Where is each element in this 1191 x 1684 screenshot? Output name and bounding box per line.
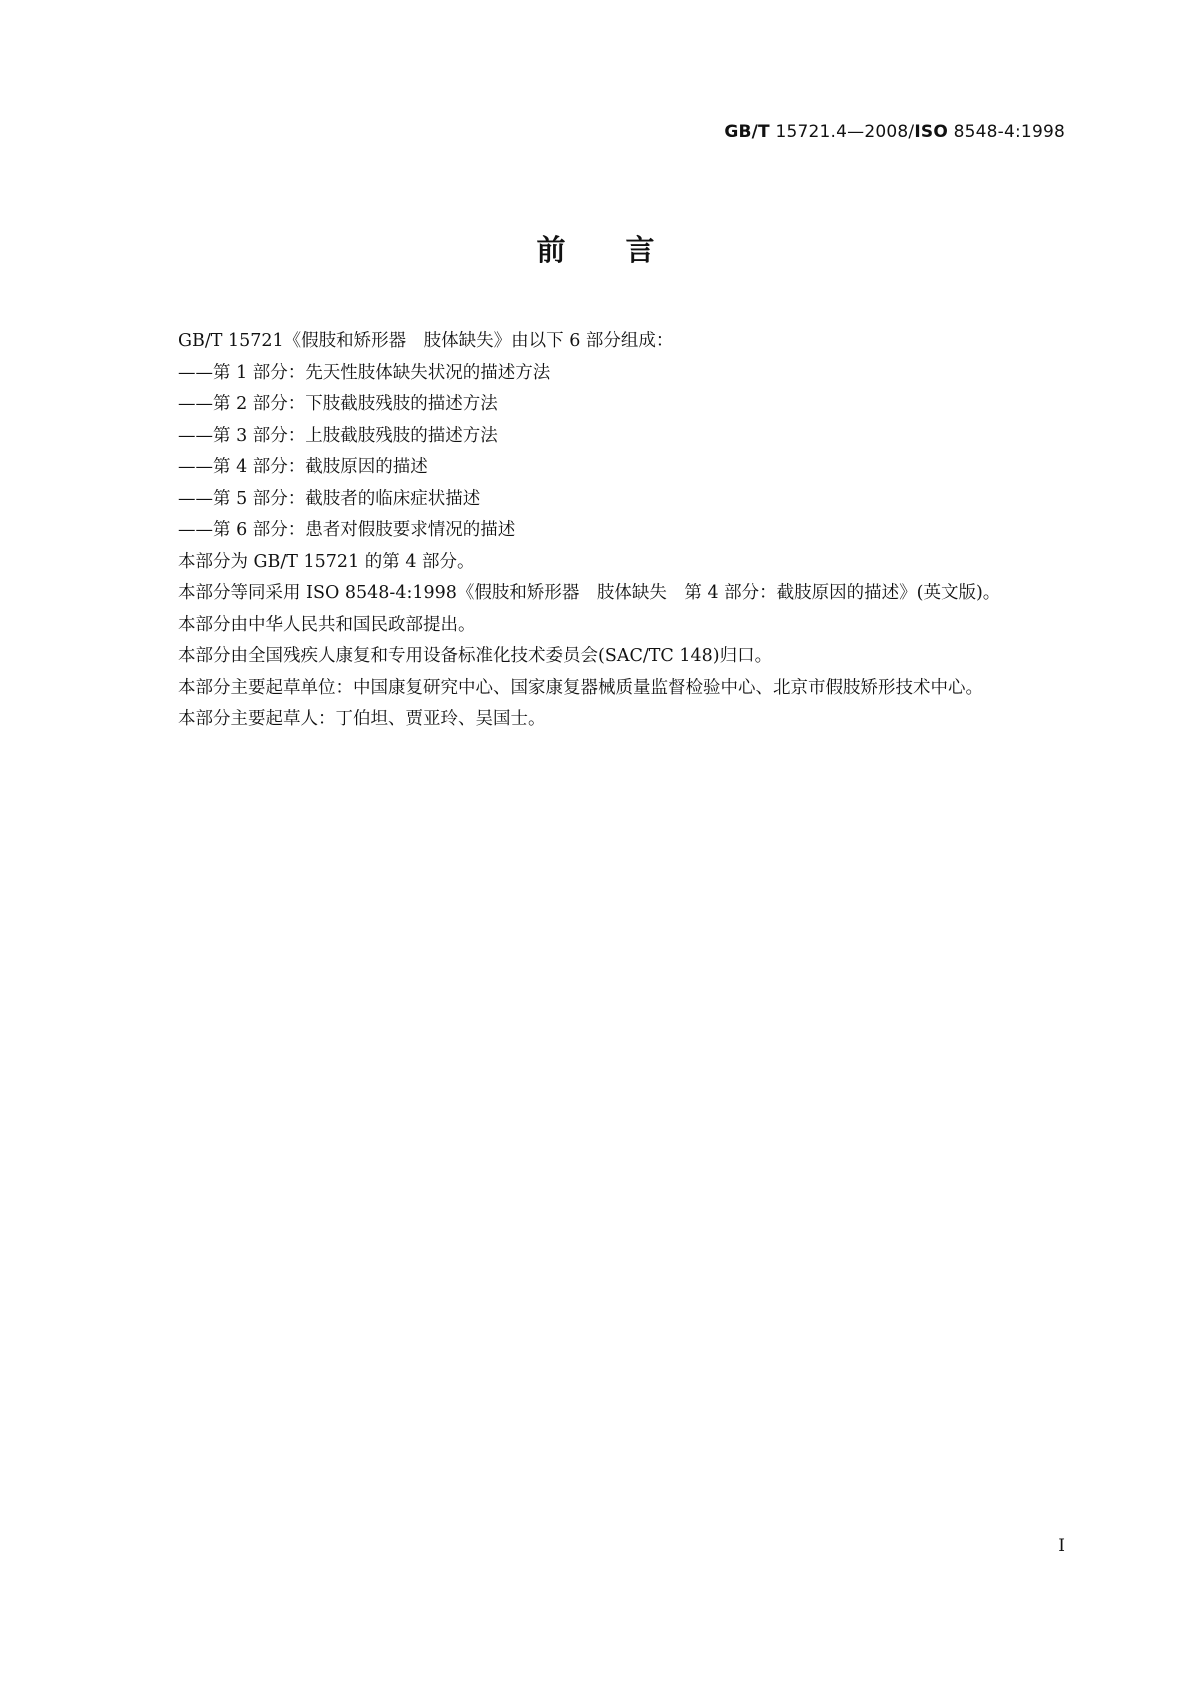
list-item-part-4: ——第 4 部分：截肢原因的描述: [178, 457, 428, 477]
list-item-part-2: ——第 2 部分：下肢截肢残肢的描述方法: [178, 394, 498, 414]
iso-code: 8548-4:1998: [953, 122, 1065, 142]
list-item-part-1: ——第 1 部分：先天性肢体缺失状况的描述方法: [178, 362, 551, 383]
list-item-part-3: ——第 3 部分：上肢截肢残肢的描述方法: [178, 425, 498, 446]
list-item-part-5: ——第 5 部分：截肢者的临床症状描述: [178, 488, 481, 509]
paragraph-committee: 本部分由全国残疾人康复和专用设备标准化技术委员会(SAC/TC 148)归口。: [178, 646, 773, 666]
list-item-part-6: ——第 6 部分：患者对假肢要求情况的描述: [178, 520, 516, 540]
standard-prefix: GB/T: [724, 122, 770, 142]
paragraph-drafters: 本部分主要起草人：丁伯坦、贾亚玲、吴国士。: [178, 709, 546, 729]
standard-code: 15721.4—2008/: [775, 122, 915, 142]
foreword-body: [134, 326, 1064, 736]
iso-prefix: ISO: [914, 122, 948, 142]
paragraph-part-statement: 本部分为 GB/T 15721 的第 4 部分。: [178, 551, 475, 572]
document-code-header: [724, 122, 1065, 142]
page-title: 前言: [536, 233, 715, 267]
paragraph-intro: GB/T 15721《假肢和矫形器 肢体缺失》由以下 6 部分组成：: [178, 331, 674, 351]
page-number: I: [1058, 1536, 1065, 1556]
paragraph-adoption: 本部分等同采用 ISO 8548-4:1998《假肢和矫形器 肢体缺失 第 4 部分：截肢原因的描述》(英文版)。: [178, 583, 1001, 603]
paragraph-proposer: 本部分由中华人民共和国民政部提出。: [178, 614, 476, 635]
paragraph-drafting-units: 本部分主要起草单位：中国康复研究中心、国家康复器械质量监督检验中心、北京市假肢矫形技术中心。: [178, 677, 983, 698]
